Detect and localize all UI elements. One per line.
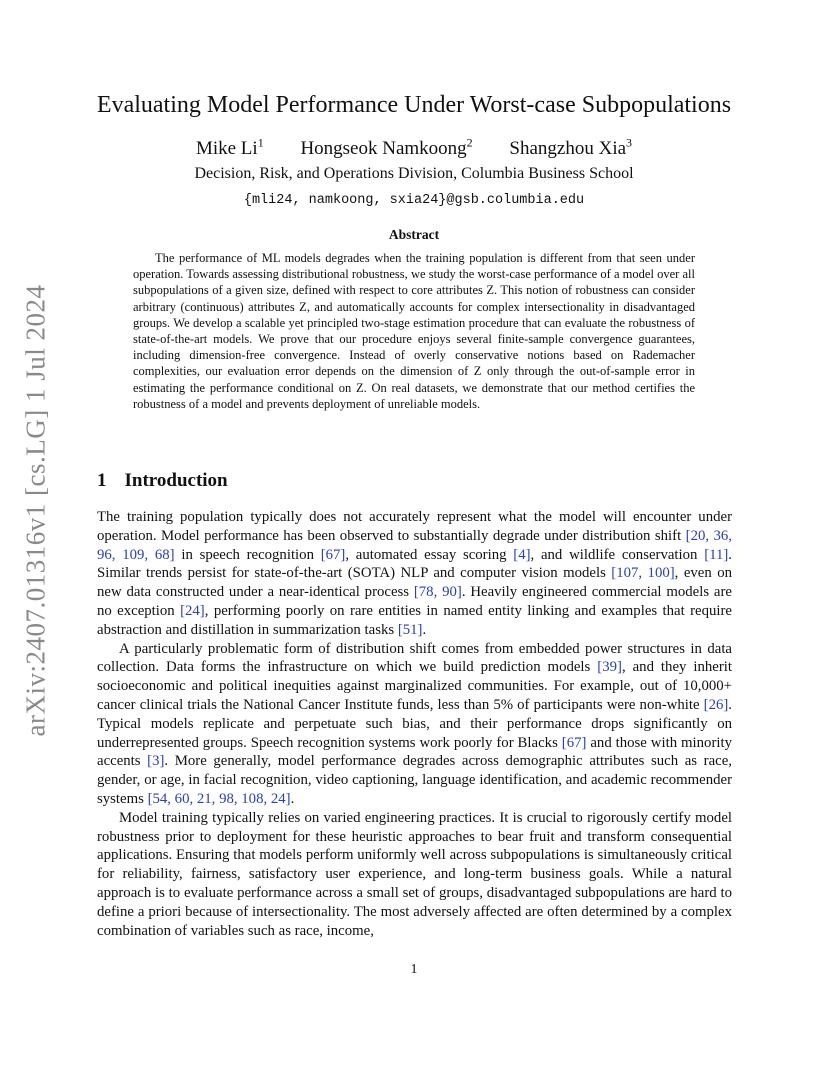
citation-link[interactable]: [4] (513, 546, 531, 563)
paper-title: Evaluating Model Performance Under Worst-case Subpopulations (96, 92, 732, 118)
abstract-heading: Abstract (388, 227, 440, 242)
author-1: Mike Li$^1$ (195, 136, 264, 160)
citation-link[interactable]: [26] (703, 696, 729, 713)
section-body (97, 508, 732, 940)
author-2: Hongseok Namkoong$^2$ (300, 136, 473, 160)
section-heading (97, 470, 228, 492)
abstract-text: The performance of ML models degrades when the training population is different from that seen under operation. Towards assessing distributional robustness, we study the worst-case performance of a model over all subpopulations of a given size, defined with respect to core attributes Z. This notion of robustness can consider arbitrary (continuous) attributes Z, and automatically accounts for complex intersectionality in disadvantaged groups. We develop a scalable yet principled two-stage estimation procedure that can evaluate the robustness of state-of-the-art models. We prove that our procedure enjoys several finite-sample convergence guarantees, including dimension-free convergence. Instead of overly conservative notions based on Rademacher complexities, our evaluation error depends on the dimension of Z only through the out-of-sample error in estimating the performance conditional on Z. On real datasets, we demonstrate that our method certifies the robustness of a model and prevents deployment of unreliable models. (133, 251, 695, 411)
section-number: 1 (97, 470, 107, 491)
citation-link[interactable]: [3] (147, 753, 165, 770)
author-list (0, 136, 828, 160)
arxiv-id-text: arXiv:2407.01316v1 [cs.LG] 1 Jul 2024 (20, 284, 51, 736)
section-title: Introduction (124, 470, 228, 491)
citation-link[interactable]: [78, 90] (413, 584, 462, 601)
citation-link[interactable]: [51] (397, 621, 423, 638)
page-number: 1 (410, 962, 418, 977)
affiliation: Decision, Risk, and Operations Division, Columbia Business School (194, 165, 634, 182)
citation-link[interactable]: [107, 100] (611, 565, 675, 582)
citation-link[interactable]: [24] (180, 602, 205, 619)
paragraph: A particularly problematic form of distribution shift comes from embedded power structures in data collection. Data forms the infrastructure on which we build prediction models [39], and they inherit socioeconomic and political inequities against marginalized communities. For example, out of 10,000+ cancer clinical trials the National Cancer Institute funds, less than 5% of participants were non-white [26]. Typical models replicate and perpetuate such bias, and their performance drops significantly on underrepresented groups. Speech recognition systems work poorly for Blacks [67] and those with minority accents [3]. More generally, model performance degrades across demographic attributes such as race, gender, or age, in facial recognition, video captioning, language identification, and academic recommender systems [54, 60, 21, 98, 108, 24]. (97, 640, 733, 807)
citation-link[interactable]: [20, 36, 96, 109, 68] (97, 527, 732, 563)
citation-link[interactable]: [54, 60, 21, 98, 108, 24] (147, 790, 291, 807)
citation-link[interactable]: [67] (561, 734, 587, 751)
author-3: Shangzhou Xia$^3$ (509, 136, 633, 160)
citation-link[interactable]: [11] (704, 546, 729, 563)
paragraph: The training population typically does not accurately represent what the model will encounter under operation. Model performance has been observed to substantially degrade under distribution shift [20, 36, 96, 109, 68] in speech recognition [67], automated essay scoring [4], and wildlife conservation [11]. Similar trends persist for state-of-the-art (SOTA) NLP and computer vision models [107, 100], even on new data constructed under a near-identical process [78, 90]. Heavily engineered commercial models are no exception [24], performing poorly on rare entities in named entity linking and examples that require abstraction and distillation in summarization tasks [51]. (97, 509, 732, 638)
paragraph: Model training typically relies on varied engineering practices. It is crucial to rigorously certify model robustness prior to deployment for these heuristic approaches to bear fruit and transform consequential applications. Ensuring that models perform uniformly well across subpopulations is simultaneously critical for reliability, fairness, satisfactory user experience, and long-term business goals. While a natural approach is to evaluate performance across a small set of groups, disadvantaged subpopulations are hard to define a priori because of intersectionality. The most adversely affected are often determined by a complex combination of variables such as race, income, (97, 809, 732, 939)
author-email: {mli24, namkoong, sxia24}@gsb.columbia.edu (243, 193, 585, 208)
citation-link[interactable]: [39] (597, 659, 622, 676)
citation-link[interactable]: [67] (320, 546, 346, 563)
arxiv-identifier-stamp (14, 284, 58, 736)
